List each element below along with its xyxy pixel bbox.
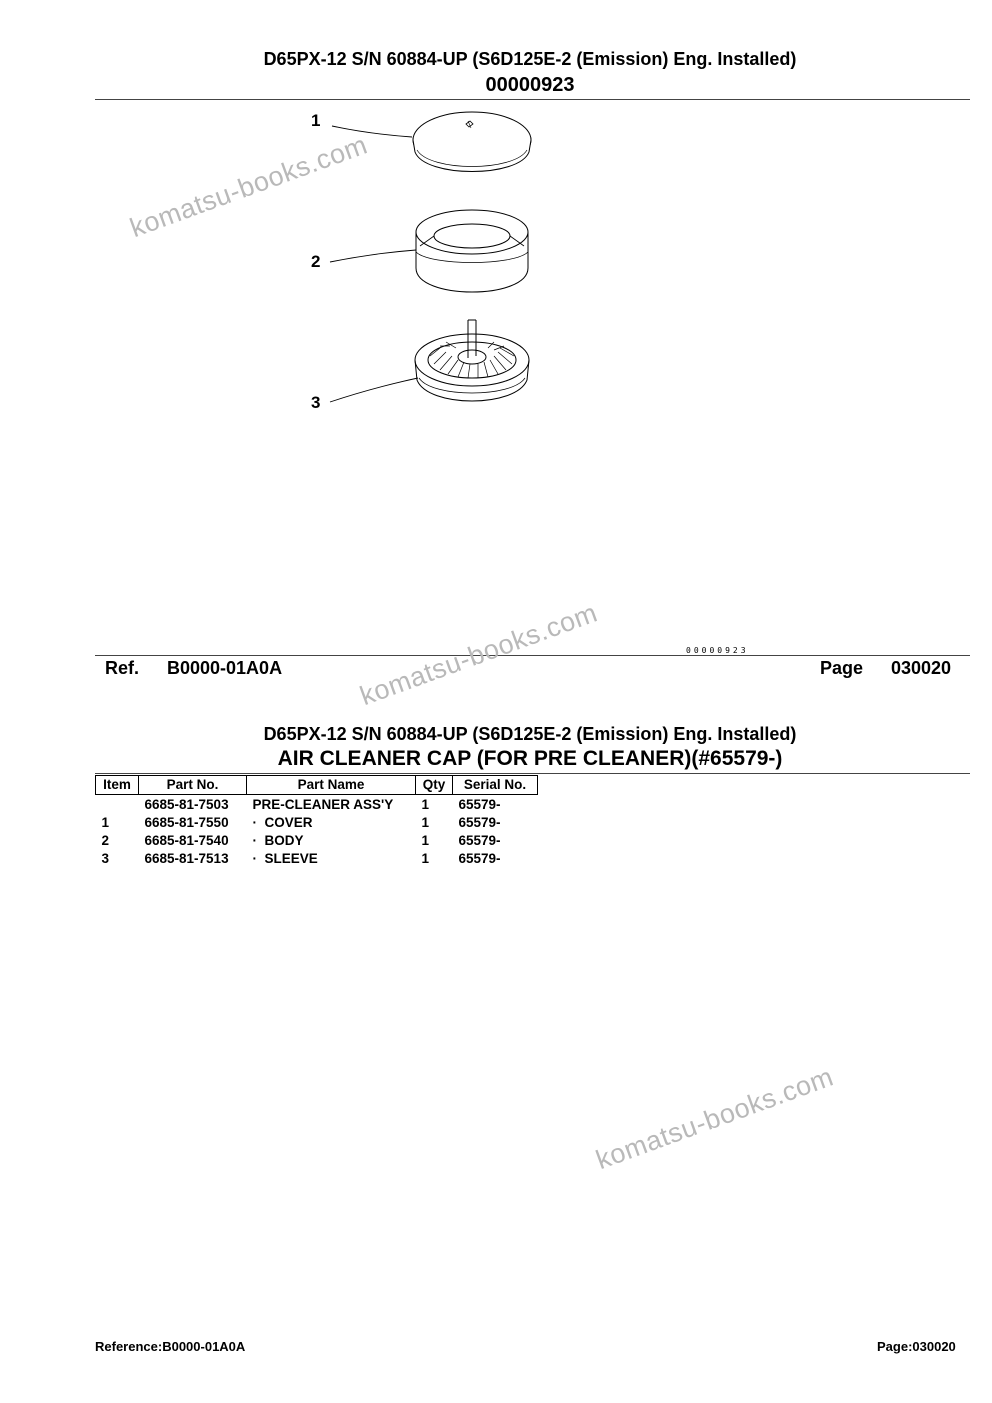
footer-page: Page:030020 xyxy=(877,1339,956,1354)
parts-model-header: D65PX-12 S/N 60884-UP (S6D125E-2 (Emission) Eng. Installed) xyxy=(263,724,797,744)
cell-item: 1 xyxy=(101,814,110,830)
sleeve-part-drawing xyxy=(415,320,529,401)
page-value: 030020 xyxy=(891,658,952,678)
cell-item: 2 xyxy=(101,832,110,848)
cell-qty: 1 xyxy=(421,814,430,830)
parts-title-rule xyxy=(95,773,970,774)
cell-part-name: · BODY xyxy=(252,832,304,848)
col-serial-no: Serial No. xyxy=(453,776,538,795)
cell-part-name: · COVER xyxy=(252,814,313,830)
parts-table xyxy=(95,775,538,867)
table-row xyxy=(96,831,538,849)
cell-qty: 1 xyxy=(421,796,430,812)
watermark-3: komatsu-books.com xyxy=(592,1061,838,1176)
cell-part-no: 6685-81-7540 xyxy=(144,832,229,848)
body-part-drawing xyxy=(416,210,528,292)
parts-section-title: AIR CLEANER CAP (FOR PRE CLEANER)(#65579-) xyxy=(277,747,783,770)
col-part-name: Part Name xyxy=(247,776,416,795)
page-label: Page xyxy=(820,658,864,678)
callout-3: 3 xyxy=(311,393,321,412)
cell-qty: 1 xyxy=(421,832,430,848)
cell-serial: 65579- xyxy=(458,814,501,830)
drawing-code: 00000923 xyxy=(686,646,749,655)
cell-part-no: 6685-81-7513 xyxy=(144,850,229,866)
cell-part-name: PRE-CLEANER ASS'Y xyxy=(252,796,394,812)
ref-value: B0000-01A0A xyxy=(167,658,283,678)
table-row xyxy=(96,795,538,814)
cell-serial: 65579- xyxy=(458,850,501,866)
cell-serial: 65579- xyxy=(458,832,501,848)
watermark-1: komatsu-books.com xyxy=(126,129,372,244)
ref-label: Ref. xyxy=(105,658,140,678)
table-row xyxy=(96,813,538,831)
exploded-illustration xyxy=(0,100,992,655)
illustration-number: 00000923 xyxy=(485,74,575,96)
cell-part-no: 6685-81-7503 xyxy=(144,796,229,812)
cell-item: 3 xyxy=(101,850,110,866)
footer-reference: Reference:B0000-01A0A xyxy=(95,1339,246,1354)
cell-part-name: · SLEEVE xyxy=(252,850,318,866)
cell-part-no: 6685-81-7550 xyxy=(144,814,229,830)
illustration-bottom-rule xyxy=(95,655,970,656)
cell-serial: 65579- xyxy=(458,796,501,812)
table-row xyxy=(96,849,538,867)
col-qty: Qty xyxy=(416,776,453,795)
col-item: Item xyxy=(96,776,139,795)
watermark-2: komatsu-books.com xyxy=(356,597,602,712)
cell-item xyxy=(96,795,139,814)
callout-1: 1 xyxy=(311,111,321,130)
cover-part-drawing xyxy=(413,112,531,172)
model-header: D65PX-12 S/N 60884-UP (S6D125E-2 (Emission) Eng. Installed) xyxy=(263,49,797,69)
cell-qty: 1 xyxy=(421,850,430,866)
callout-2: 2 xyxy=(311,252,321,271)
col-part-no: Part No. xyxy=(139,776,247,795)
parts-table-header xyxy=(96,776,538,795)
